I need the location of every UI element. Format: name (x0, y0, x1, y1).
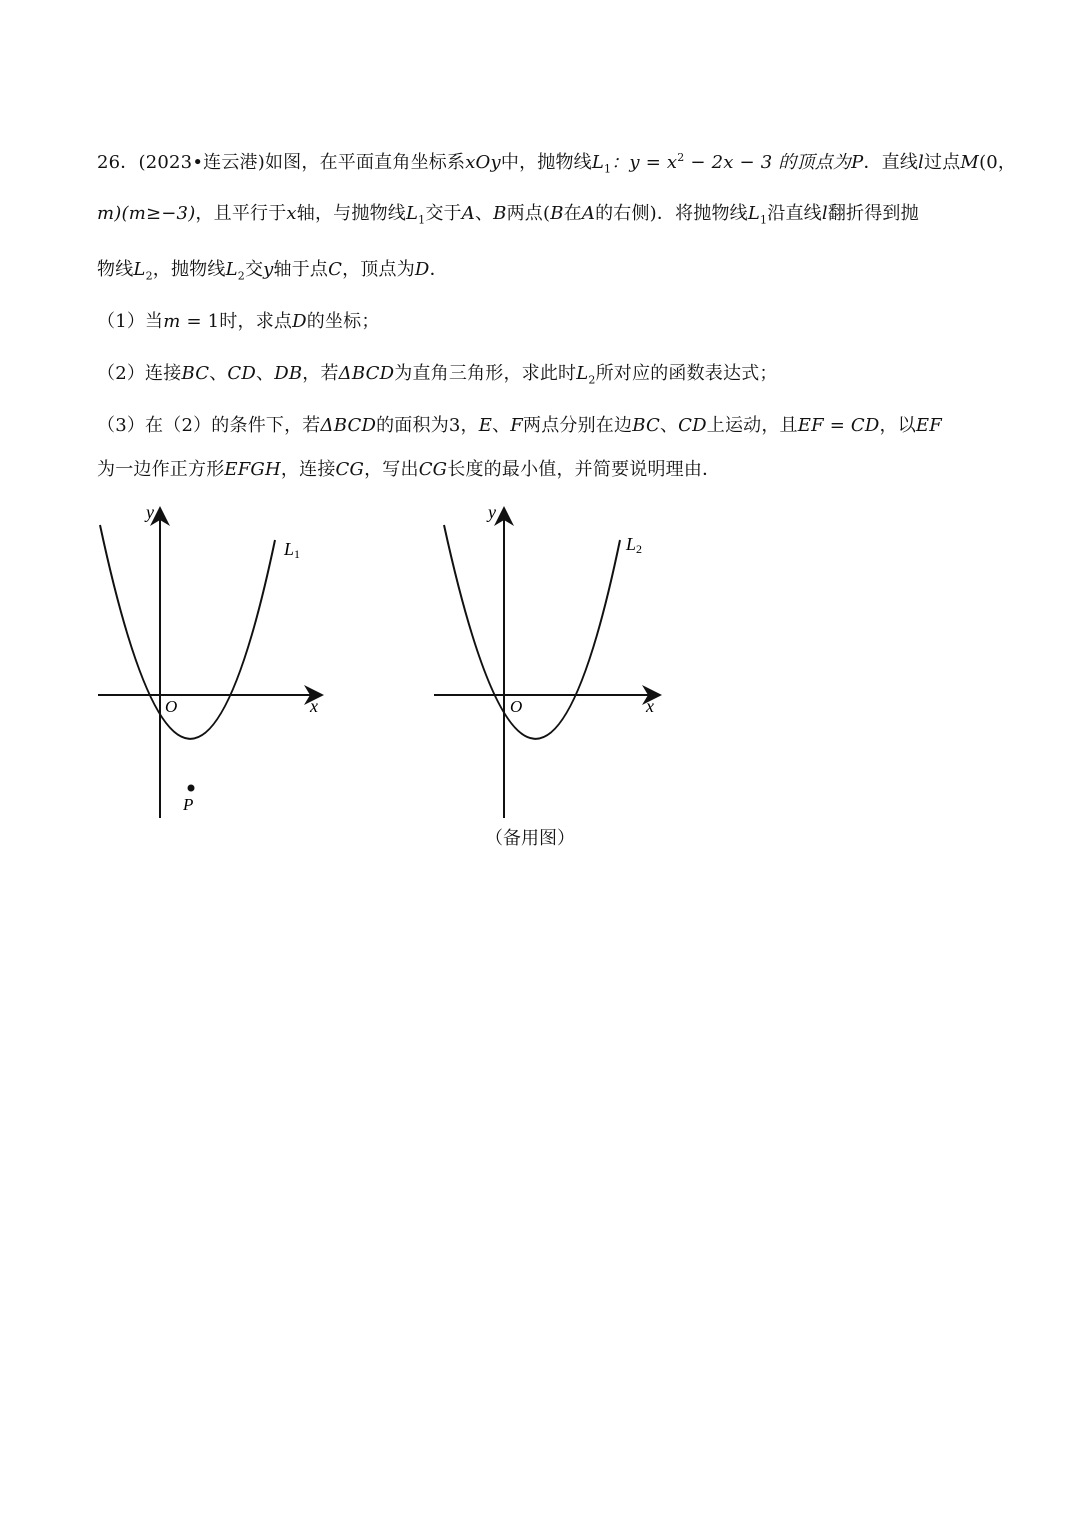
var-B: B (550, 203, 564, 224)
var-L: L (133, 259, 146, 280)
text: ．直线 (863, 152, 919, 173)
segment-EF: EF (915, 415, 942, 436)
var-L: L (405, 203, 419, 224)
triangle-BCD: ΔBCD (320, 415, 377, 436)
var-m: m (163, 311, 181, 332)
superscript: 2 (677, 151, 685, 164)
text: 沿直线 (767, 203, 822, 224)
segment-DB: DB (274, 363, 303, 384)
problem-line-2 (97, 196, 997, 252)
curve-subscript: 2 (636, 542, 643, 556)
text: 、 (659, 415, 679, 436)
equation-rest: − 2x − 3 的顶点为 (684, 152, 852, 173)
x-label: x (310, 696, 318, 716)
var-D: D (414, 259, 430, 280)
text: （3）在（2）的条件下，若 (97, 415, 321, 436)
text: 长度的最小值，并简要说明理由． (447, 459, 721, 480)
question-3 (97, 408, 997, 452)
var-l: l (918, 152, 925, 173)
problem-number: 26．(2023•连云港) (97, 152, 265, 173)
var-M: M (960, 152, 980, 173)
segment-BC: BC (181, 363, 210, 384)
text: ，以 (879, 415, 916, 436)
var-L: L (576, 363, 589, 384)
var-F: F (510, 415, 523, 436)
var-P: P (851, 152, 864, 173)
text: ，顶点为 (342, 259, 415, 280)
equation-EF-CD: EF = CD (797, 415, 880, 436)
text: 为一边作正方形 (97, 459, 225, 480)
var-E: E (478, 415, 493, 436)
question-1 (97, 304, 997, 356)
text: 的坐标； (306, 311, 380, 332)
segment-CG: CG (335, 459, 365, 480)
text: ，写出 (364, 459, 419, 480)
text: 、 (474, 203, 494, 224)
curve-label (283, 539, 300, 561)
subscript: 1 (760, 213, 768, 227)
figure-parabola-L1 (90, 500, 340, 830)
curve-name: L (626, 534, 637, 554)
var-A: A (581, 203, 596, 224)
text: 过点 (924, 152, 961, 173)
text: 的右侧)．将抛物线 (595, 203, 748, 224)
var-x: x (286, 203, 297, 224)
text: ，且平行于 (195, 203, 287, 224)
text: ，抛物线 (152, 259, 226, 280)
text: 两点分别在边 (523, 415, 633, 436)
curve-L1 (100, 525, 275, 739)
text: 、 (209, 363, 228, 384)
var-L: L (591, 152, 605, 173)
coord-system: xOy (465, 152, 501, 173)
var-B: B (493, 203, 507, 224)
problem-text (97, 140, 1017, 496)
text: （1）当 (97, 311, 164, 332)
problem-line-3 (97, 252, 997, 304)
x-label: x (646, 696, 654, 716)
curve-name: L (284, 539, 295, 559)
var-C: C (328, 259, 343, 280)
question-3-cont (97, 452, 997, 496)
equation: ：y = x (611, 152, 678, 173)
vertex-point (188, 785, 195, 792)
var-D: D (292, 311, 307, 332)
square-EFGH: EFGH (224, 459, 281, 480)
text: 为直角三角形，求此时 (394, 363, 577, 384)
text: = 1时，求点 (180, 311, 293, 332)
text: 两点( (506, 203, 551, 224)
vertex-label: P (183, 795, 194, 814)
figure-parabola-L2 (426, 500, 676, 830)
curve-subscript: 1 (294, 547, 301, 561)
text: 中，抛物线 (500, 152, 592, 173)
subscript: 2 (145, 269, 153, 283)
y-label: y (146, 502, 154, 522)
var-L: L (225, 259, 238, 280)
question-2 (97, 356, 997, 408)
text: 、 (492, 415, 511, 436)
curve-label (625, 534, 642, 556)
text: 轴于点 (273, 259, 329, 280)
condition: m)(m≥−3) (97, 203, 196, 224)
subscript: 1 (604, 162, 612, 176)
text: 轴，与抛物线 (296, 203, 406, 224)
subscript: 2 (237, 269, 245, 283)
text: 的面积为3， (376, 415, 479, 436)
text: 在 (563, 203, 582, 224)
text: (0， (979, 152, 1017, 173)
var-A: A (461, 203, 475, 224)
text: 交 (244, 259, 264, 280)
subscript: 2 (588, 373, 596, 387)
text: ，连接 (280, 459, 336, 480)
text: ，若 (302, 363, 339, 384)
curve-L2 (444, 525, 620, 739)
problem-line-1 (97, 140, 1017, 196)
text: 翻折得到抛 (827, 203, 919, 224)
subscript: 1 (418, 213, 426, 227)
text: ． (429, 259, 448, 280)
segment-CD: CD (227, 363, 256, 384)
text: 上运动，且 (706, 415, 798, 436)
var-y: y (263, 259, 274, 280)
text: （2）连接 (97, 363, 182, 384)
text: 所对应的函数表达式； (595, 363, 778, 384)
origin-label: O (510, 697, 523, 716)
var-l: l (821, 203, 828, 224)
text: 如图，在平面直角坐标系 (264, 152, 466, 173)
segment-CD: CD (678, 415, 707, 436)
text: 物线 (97, 259, 134, 280)
triangle-BCD: ΔBCD (338, 363, 395, 384)
var-L: L (747, 203, 761, 224)
text: 、 (256, 363, 275, 384)
y-label: y (488, 502, 496, 522)
segment-CG: CG (418, 459, 448, 480)
origin-label: O (165, 697, 178, 716)
text: 交于 (425, 203, 462, 224)
segment-BC: BC (632, 415, 660, 436)
figure-caption: （备用图） (485, 828, 575, 849)
